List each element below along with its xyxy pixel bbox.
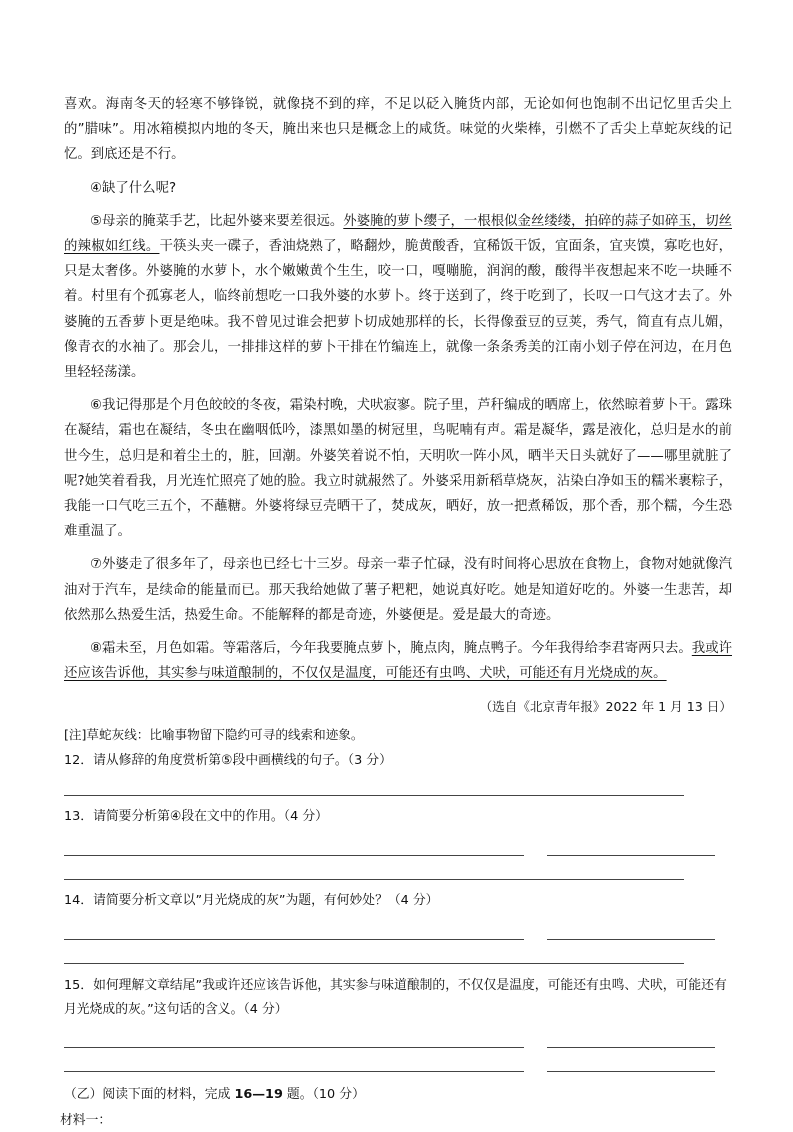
passage-source: （选自《北京青年报》2022 年 1 月 13 日） bbox=[479, 699, 732, 715]
answer-row-15a bbox=[64, 1022, 732, 1048]
passage-paragraph-7: ⑦外婆走了很多年了，母亲也已经七十三岁。母亲一辈子忙碌，没有时间将心思放在食物上，食物对她就像汽油对于汽车，是续命的能量而已。那天我给她做了薯子粑粑，她说真好吃。她是知道好吃的。外婆一生悲苦，却依然那么热爱生活，热爱生命。不能解释的都是奇迹，外婆便是。爱是最大的奇迹。 bbox=[64, 557, 732, 623]
section-b-range: 16—19 bbox=[234, 1087, 283, 1103]
p5-rest: 干筷头夹一碟子，香油烧熟了，略翻炒，脆黄酸香，宜稀饭干饭，宜面条，宜夹馍，寡吃也好，只是太奢侈。外婆腌的水萝卜，水个嫩嫩黄个生生，咬一口，嘎嘣脆，润润的酸，酸得半夜想起来不吃一块睡不着。村里有个孤寡老人，临终前想吃一口我外婆的水萝卜。终于送到了，终于吃到了，长叹一口气这才去了。外婆腌的五香萝卜更是绝味。我不曾见过谁会把萝卜切成她那样的长，长得像蚕豆的豆荚，秀气，简直有点儿媚，像青衣的水袖了。那会儿，一排排这样的萝卜干排在竹编连上，就像一条条秀美的江南小划子停在河边，在月色里轻轻荡漾。 bbox=[64, 239, 733, 381]
answer-row-12 bbox=[64, 772, 732, 796]
passage-paragraph-5 bbox=[64, 209, 732, 385]
answer-line[interactable] bbox=[64, 794, 684, 796]
answer-line[interactable] bbox=[64, 878, 684, 880]
answer-row-15b bbox=[64, 1048, 732, 1072]
section-b-heading bbox=[64, 1084, 732, 1106]
p5-underlined-sentence: 外婆腌的萝卜缨子，一根根似金丝缕缕，拍碎的蒜子如碎玉，切丝的辣椒如红线。 bbox=[64, 213, 732, 255]
answer-row-13b bbox=[64, 856, 732, 880]
section-b-suffix: 题。（10 分） bbox=[282, 1087, 365, 1103]
passage-paragraph-6: ⑥我记得那是个月色皎皎的冬夜，霜染村晚，犬吠寂寥。院子里，芦秆编成的晒席上，依然晾着萝卜干。露珠在凝结，霜也在凝结，冬虫在幽咽低吟，漆黑如墨的树冠里，鸟呢喃有声。霜是凝华，露是液化，总归是水的前世今生，总归是和着尘土的，脏，回潮。外婆笑着说不怕，天明吹一阵小风，晒半天日头就好了——哪里就脏了呢?她笑着看我，月光连忙照亮了她的脸。我立时就赧然了。外婆采用新稻草烧灰，沾染白净如玉的糯米裹粽子，我能一口气吃三五个，不蘸糖。外婆将绿豆壳晒干了，焚成灰，晒好，放一把煮稀饭，那个香，那个糯，今生恐难重温了。 bbox=[64, 398, 732, 540]
passage-paragraph-4: ④缺了什么呢? bbox=[90, 180, 177, 196]
question-15: 15．如何理解文章结尾”我或许还应该告诉他，其实参与味道酿制的，不仅仅是温度，可能还有虫鸣、犬吠，可能还有月光烧成的灰。”这句话的含义。（4 分） bbox=[64, 978, 727, 1018]
material-1-label: 材料一： bbox=[60, 1113, 112, 1129]
answer-line[interactable] bbox=[547, 1070, 715, 1072]
question-13: 13．请简要分析第④段在文中的作用。（4 分） bbox=[64, 809, 328, 825]
passage-paragraph-8 bbox=[64, 636, 732, 686]
p8-lead: ⑧霜未至，月色如霜。等霜落后，今年我要腌点萝卜，腌点肉，腌点鸭子。今年我得给李君寄两只去。 bbox=[90, 641, 692, 657]
answer-row-13a bbox=[64, 828, 732, 856]
answer-row-14b bbox=[64, 940, 732, 964]
passage-paragraph-continued: 喜欢。海南冬天的轻寒不够锋锐，就像挠不到的痒，不足以砭入腌货内部，无论如何也饱制不出记忆里舌尖上的”腊味”。用冰箱模拟内地的冬天，腌出来也只是概念上的咸货。味觉的火柴棒，引燃不了舌尖上草蛇灰线的记忆。到底还是不行。 bbox=[64, 97, 732, 163]
question-14: 14．请简要分析文章以”月光烧成的灰”为题，有何妙处？（4 分） bbox=[64, 893, 439, 909]
answer-row-14a bbox=[64, 912, 732, 940]
question-12: 12．请从修辞的角度赏析第⑤段中画横线的句子。（3 分） bbox=[64, 753, 392, 769]
section-b-prefix: （乙）阅读下面的材料，完成 bbox=[64, 1087, 235, 1103]
p8-underlined-sentence: 我或许还应该告诉他，其实参与味道酿制的，不仅仅是温度，可能还有虫鸣、犬吠，可能还有月光烧成的灰。 bbox=[64, 641, 732, 682]
footnote: [注]草蛇灰线：比喻事物留下隐约可寻的线索和迹象。 bbox=[64, 727, 364, 743]
answer-line[interactable] bbox=[64, 962, 684, 964]
p5-lead: ⑤母亲的腌菜手艺，比起外婆来要差很远。 bbox=[90, 213, 344, 229]
exam-page bbox=[60, 92, 733, 1132]
answer-line[interactable] bbox=[64, 1070, 524, 1072]
